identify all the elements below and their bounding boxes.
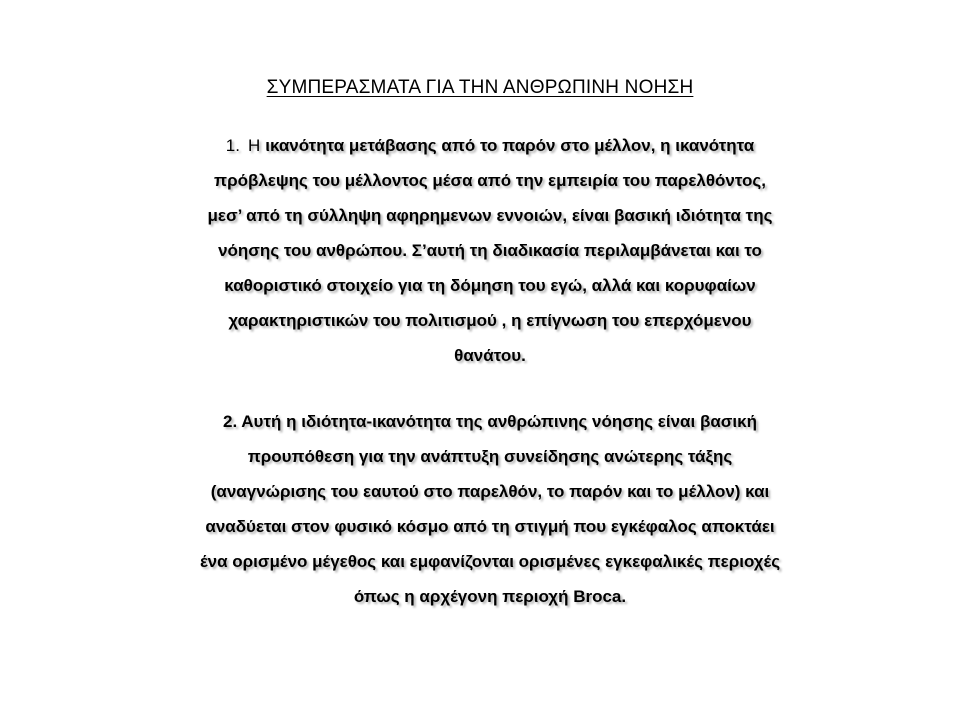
point-1-line-1 [120, 128, 860, 163]
point-2-text: Αυτή η ιδιότητα-ικανότητα της ανθρώπινης νόησης είναι βασική [241, 412, 757, 431]
point-2-line-4: αναδύεται στον φυσικό κόσμο από τη στιγμή που εγκέφαλος αποκτάει [205, 517, 775, 536]
slide-title: ΣΥΜΠΕΡΑΣΜΑΤΑ ΓΙΑ ΤΗΝ ΑΝΘΡΩΠΙΝΗ ΝΟΗΣΗ [266, 77, 694, 98]
point-2-line-1 [120, 404, 860, 439]
point-2-number: 2. [223, 412, 238, 431]
point-1-line-7: θανάτου. [454, 346, 526, 365]
point-1-line-2: πρόβλεψης του μέλλοντος μέσα από την εμπειρία του παρελθόντος, [214, 171, 766, 190]
point-2-line-2: προυπόθεση για την ανάπτυξη συνείδησης ανώτερης τάξης [247, 447, 733, 466]
point-1-text: ικανότητα μετάβασης από το παρόν στο μέλλον, η ικανότητα [265, 136, 755, 155]
point-1-line-4: νόησης του ανθρώπου. Σ’αυτή τη διαδικασία περιλαμβάνεται και το [218, 241, 762, 260]
point-1-number: 1. [225, 136, 240, 155]
point-1-line-3: μεσ’ από τη σύλληψη αφηρημενων εννοιών, είναι βασική ιδιότητα της [207, 206, 773, 225]
conclusion-point-2 [120, 404, 860, 614]
point-1-line-6: χαρακτηριστικών του πολιτισμού , η επίγνωση του επερχόμενου [228, 311, 752, 330]
point-1-line-5: καθοριστικό στοιχείο για τη δόμηση του εγώ, αλλά και κορυφαίων [224, 276, 756, 295]
point-2-line-5: ένα ορισμένο μέγεθος και εμφανίζονται ορισμένες εγκεφαλικές περιοχές [199, 552, 781, 571]
point-2-line-3: (αναγνώρισης του εαυτού στο παρελθόν, το παρόν και το μέλλον) και [210, 482, 770, 501]
point-2-line-6: όπως η αρχέγονη περιοχή Broca. [353, 587, 627, 606]
conclusion-point-1 [120, 128, 860, 373]
point-1-first-word: Η [247, 136, 261, 155]
